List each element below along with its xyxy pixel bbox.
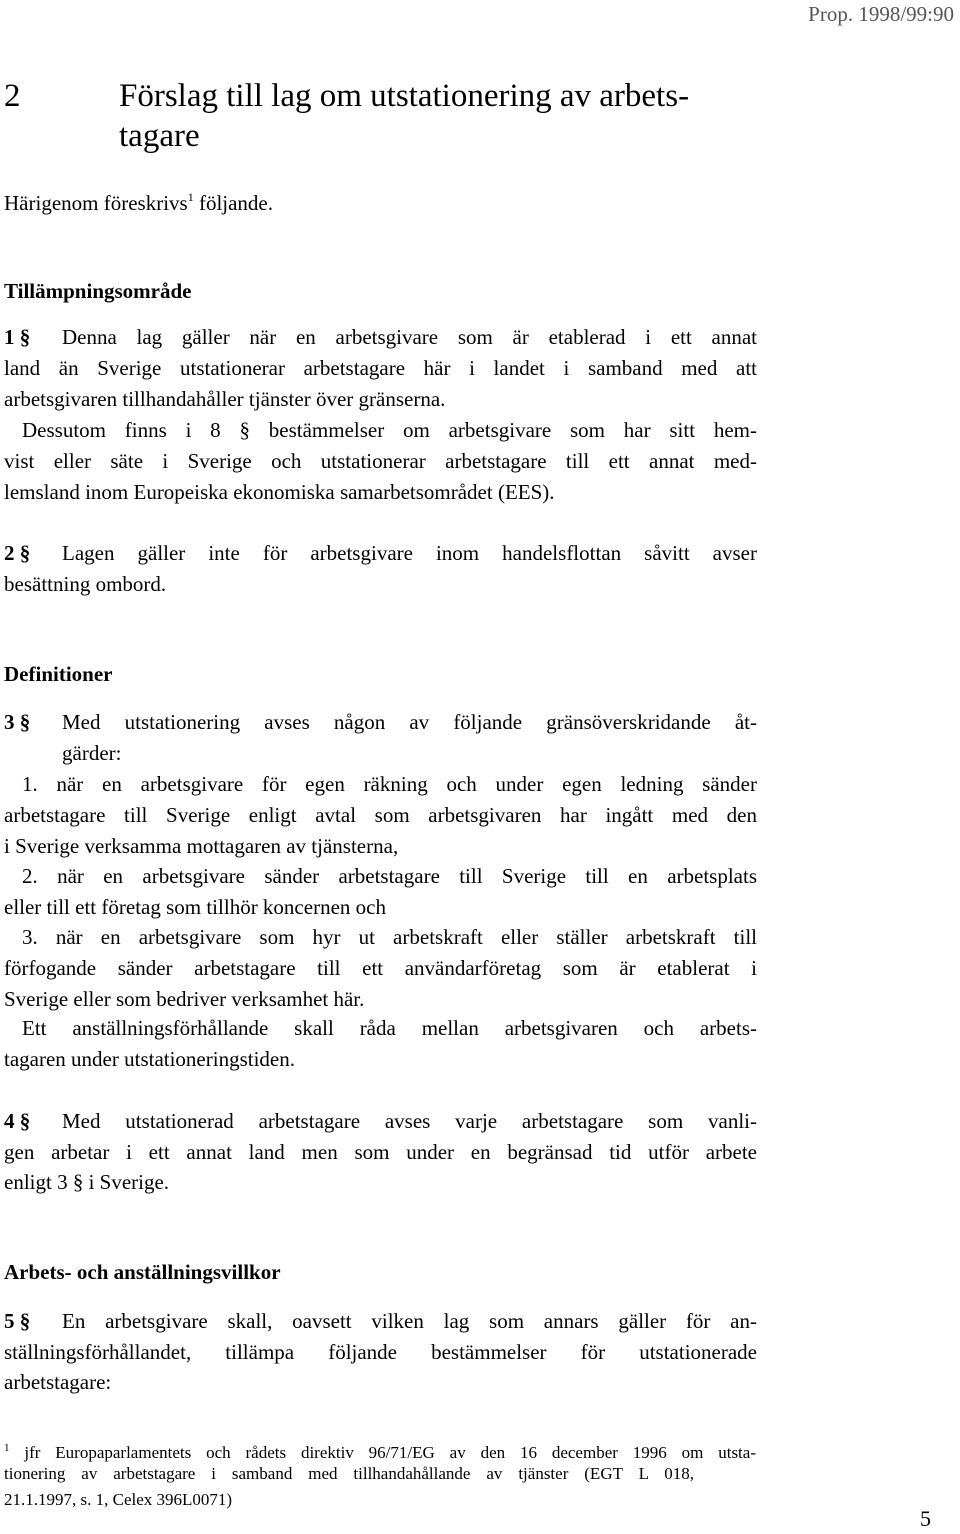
document-reference: Prop. 1998/99:90 xyxy=(808,2,954,26)
page-number: 5 xyxy=(920,1506,931,1531)
paragraph-3b-line-1: Ett anställningsförhållande skall råda mellan arbetsgivaren och arbets- xyxy=(22,1016,757,1040)
paragraph-5-line-2: ställningsförhållandet, tillämpa följande bestämmelser för utstationerade xyxy=(4,1340,757,1364)
footnote-text-1: jfr Europaparlamentets och rådets direktiv 96/71/EG av den 16 december 1996 om utsta- xyxy=(9,1443,756,1462)
paragraph-1b-line-1: Dessutom finns i 8 § bestämmelser om arbetsgivare som har sitt hem- xyxy=(22,418,757,442)
paragraph-number-1: 1 § xyxy=(4,325,31,349)
list-item-1-line-3: i Sverige verksamma mottagaren av tjänsterna, xyxy=(4,834,399,858)
paragraph-3b-line-2: tagaren under utstationeringstiden. xyxy=(4,1047,295,1071)
list-item-3-line-2: förfogande sänder arbetstagare till ett användarföretag som är etablerat i xyxy=(4,956,757,980)
section-heading-arbets-och-anstallningsvillkor: Arbets- och anställningsvillkor xyxy=(4,1260,281,1284)
footnote-line-3: 21.1.1997, s. 1, Celex 396L0071) xyxy=(4,1490,233,1509)
intro-text: Härigenom föreskrivs xyxy=(4,191,188,215)
list-item-1-line-2: arbetstagare till Sverige enligt avtal som arbetsgivaren har ingått med den xyxy=(4,803,757,827)
footnote-reference: 1 xyxy=(187,190,194,204)
section-heading-definitioner: Definitioner xyxy=(4,662,113,686)
paragraph-1-line-3: arbetsgivaren tillhandahåller tjänster över gränserna. xyxy=(4,387,446,411)
paragraph-number-4: 4 § xyxy=(4,1109,31,1133)
intro-text-end: följande. xyxy=(193,191,274,215)
chapter-title-line-2: tagare xyxy=(119,118,200,154)
paragraph-3-line-2: gärder: xyxy=(62,741,122,765)
section-heading-tillampningsomrade: Tillämpningsområde xyxy=(4,279,192,303)
paragraph-number-3: 3 § xyxy=(4,710,31,734)
chapter-number: 2 xyxy=(4,78,21,114)
paragraph-5-line-3: arbetstagare: xyxy=(4,1370,112,1394)
footnote-mark: 1 xyxy=(4,1442,10,1454)
paragraph-number-2: 2 § xyxy=(4,541,31,565)
paragraph-1-line-2: land än Sverige utstationerar arbetstagare här i landet i samband med att xyxy=(4,356,757,380)
paragraph-4-line-2: gen arbetar i ett annat land men som under en begränsad tid utför arbete xyxy=(4,1140,757,1164)
list-item-2-line-2: eller till ett företag som tillhör koncernen och xyxy=(4,895,386,919)
list-item-2-line-1: 2. när en arbetsgivare sänder arbetstagare till Sverige till en arbetsplats xyxy=(22,864,757,888)
paragraph-1b-line-2: vist eller säte i Sverige och utstationerar arbetstagare till ett annat med- xyxy=(4,449,757,473)
chapter-title-line-1: Förslag till lag om utstationering av arbets- xyxy=(119,78,690,114)
footnote-line-2: tionering av arbetstagare i samband med tillhandahållande av tjänster (EGT L 018, xyxy=(4,1464,694,1483)
list-item-3-line-1: 3. när en arbetsgivare som hyr ut arbetskraft eller ställer arbetskraft till xyxy=(22,925,757,949)
paragraph-2-line-1: Lagen gäller inte för arbetsgivare inom handelsflottan såvitt avser xyxy=(62,541,757,565)
paragraph-number-5: 5 § xyxy=(4,1309,31,1333)
list-item-3-line-3: Sverige eller som bedriver verksamhet här. xyxy=(4,987,365,1011)
list-item-1-line-1: 1. när en arbetsgivare för egen räkning och under egen ledning sänder xyxy=(22,772,757,796)
paragraph-1-line-1: Denna lag gäller när en arbetsgivare som är etablerad i ett annat xyxy=(62,325,757,349)
paragraph-4-line-3: enligt 3 § i Sverige. xyxy=(4,1170,170,1194)
paragraph-5-line-1: En arbetsgivare skall, oavsett vilken lag som annars gäller för an- xyxy=(62,1309,757,1333)
paragraph-4-line-1: Med utstationerad arbetstagare avses varje arbetstagare som vanli- xyxy=(62,1109,757,1133)
paragraph-2-line-2: besättning ombord. xyxy=(4,572,167,596)
intro-paragraph xyxy=(4,182,273,219)
paragraph-1b-line-3: lemsland inom Europeiska ekonomiska samarbetsområdet (EES). xyxy=(4,480,555,504)
paragraph-3-line-1: Med utstationering avses någon av följande gränsöverskridande åt- xyxy=(62,710,757,734)
